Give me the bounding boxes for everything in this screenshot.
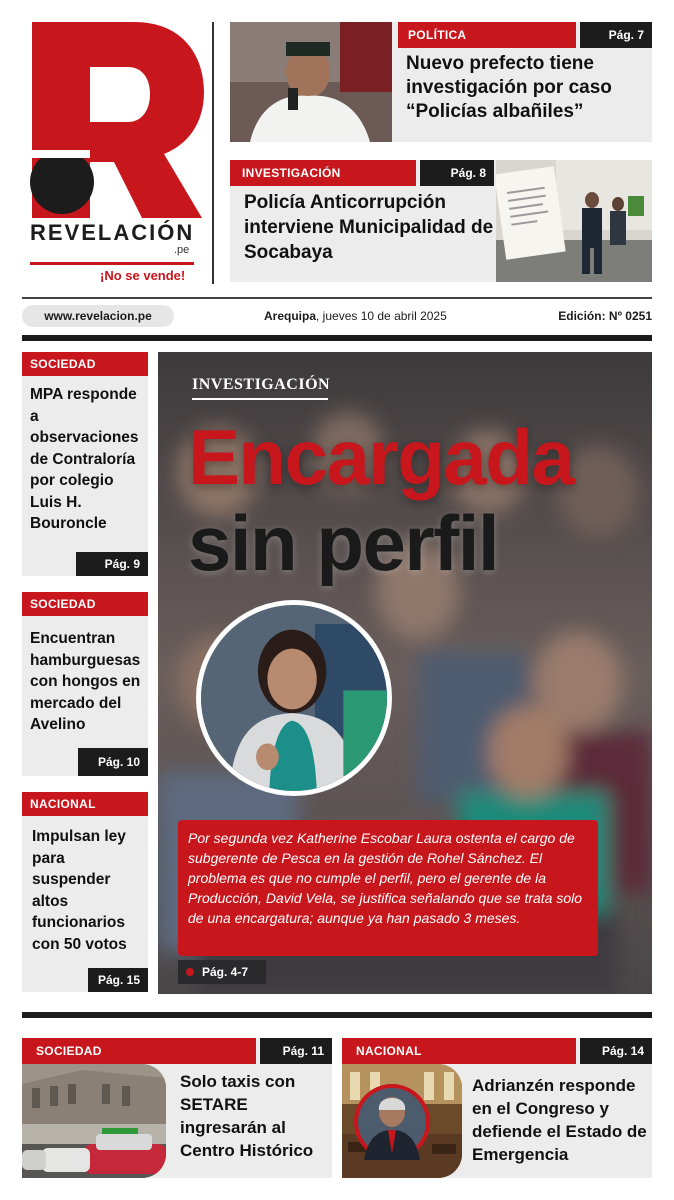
info-bar: [22, 303, 652, 331]
top-rule: [22, 297, 652, 299]
main-story-summary-box: [178, 820, 598, 956]
sidebar-story-3-page: Pág. 15: [88, 968, 148, 992]
sidebar-story-3-headline: Impulsan ley para suspender altos funcionarios con 50 votos: [32, 828, 127, 953]
sidebar-story-2-category: SOCIEDAD: [22, 592, 148, 616]
revelacion-logo: [24, 22, 204, 222]
top-story-2[interactable]: [230, 160, 652, 282]
top-story-1-headline: Nuevo prefecto tiene investigación por caso “Policías albañiles”: [406, 53, 612, 122]
main-story-category: INVESTIGACIÓN: [192, 376, 331, 393]
website-link[interactable]: www.revelacion.pe: [22, 305, 174, 327]
main-story-category-rule: [192, 398, 328, 400]
top-story-2-category: INVESTIGACIÓN: [230, 160, 416, 186]
bottom-story-1-category: SOCIEDAD: [22, 1038, 256, 1064]
congress-photo: [342, 1064, 462, 1178]
main-story-page-tag: [178, 960, 266, 984]
sidebar-story-1[interactable]: [22, 352, 148, 576]
top-story-2-page: Pág. 8: [420, 160, 494, 186]
red-dot-icon: [186, 968, 194, 976]
prefect-photo: [230, 22, 392, 142]
top-story-2-headline: Policía Anticorrupción interviene Municipalidad de Socabaya: [244, 192, 494, 263]
sidebar-story-1-category: SOCIEDAD: [22, 352, 148, 376]
main-story[interactable]: [158, 352, 652, 994]
edition-number: Edición: Nº 0251: [558, 309, 652, 323]
sidebar-story-3-category: NACIONAL: [22, 792, 148, 816]
bottom-story-2-page: Pág. 14: [580, 1038, 652, 1064]
main-headline-line2: sin perfil: [188, 499, 499, 587]
masthead-divider: [212, 22, 214, 284]
dateline: [264, 309, 447, 323]
brand-domain: .pe: [174, 244, 190, 256]
bottom-story-1-page: Pág. 11: [260, 1038, 332, 1064]
dateline-city: Arequipa: [264, 309, 317, 323]
featured-portrait: [196, 600, 392, 796]
bottom-rule: [22, 1012, 652, 1018]
bottom-story-1-headline: Solo taxis con SETARE ingresarán al Centro Histórico: [180, 1072, 314, 1160]
main-story-page: Pág. 4-7: [202, 965, 249, 979]
top-story-1-page: Pág. 7: [580, 22, 652, 48]
brand-name: REVELACIÓN: [30, 220, 195, 245]
dateline-date: , jueves 10 de abril 2025: [316, 309, 447, 323]
bottom-story-2-headline: Adrianzén responde en el Congreso y defiende el Estado de Emergencia: [472, 1076, 647, 1164]
sidebar-story-2-page: Pág. 10: [78, 748, 148, 776]
bottom-story-2-category: NACIONAL: [342, 1038, 576, 1064]
info-bar-rule: [22, 335, 652, 341]
top-story-1-category: POLÍTICA: [398, 22, 576, 48]
sidebar-story-1-headline: MPA responde a observaciones de Contraloría por colegio Luis H. Bouroncle: [30, 386, 139, 532]
slogan: ¡No se vende!: [100, 268, 186, 283]
sidebar-story-1-page: Pág. 9: [76, 552, 148, 576]
top-story-1[interactable]: [230, 22, 652, 142]
taxis-photo: [22, 1064, 166, 1178]
masthead-rule: [30, 262, 194, 265]
sidebar-story-2[interactable]: [22, 592, 148, 776]
main-headline-line1: Encargada: [188, 413, 574, 501]
anticorruption-photo: [496, 160, 652, 282]
bottom-story-1[interactable]: [22, 1038, 332, 1178]
sidebar-story-2-headline: Encuentran hamburguesas con hongos en mercado del Avelino: [30, 630, 141, 733]
masthead: [24, 22, 204, 284]
bottom-story-2[interactable]: [342, 1038, 652, 1178]
sidebar-story-3[interactable]: [22, 792, 148, 992]
main-story-summary: Por segunda vez Katherine Escobar Laura ostenta el cargo de subgerente de Pesca en la gestión de Rohel Sánchez. El problema es que no cumple el perfil, pero el gerente de la Producción, David Vela, se justifica señalando que se trata solo de una encargatura; aunque ya han pasado 3 meses.: [188, 830, 583, 926]
